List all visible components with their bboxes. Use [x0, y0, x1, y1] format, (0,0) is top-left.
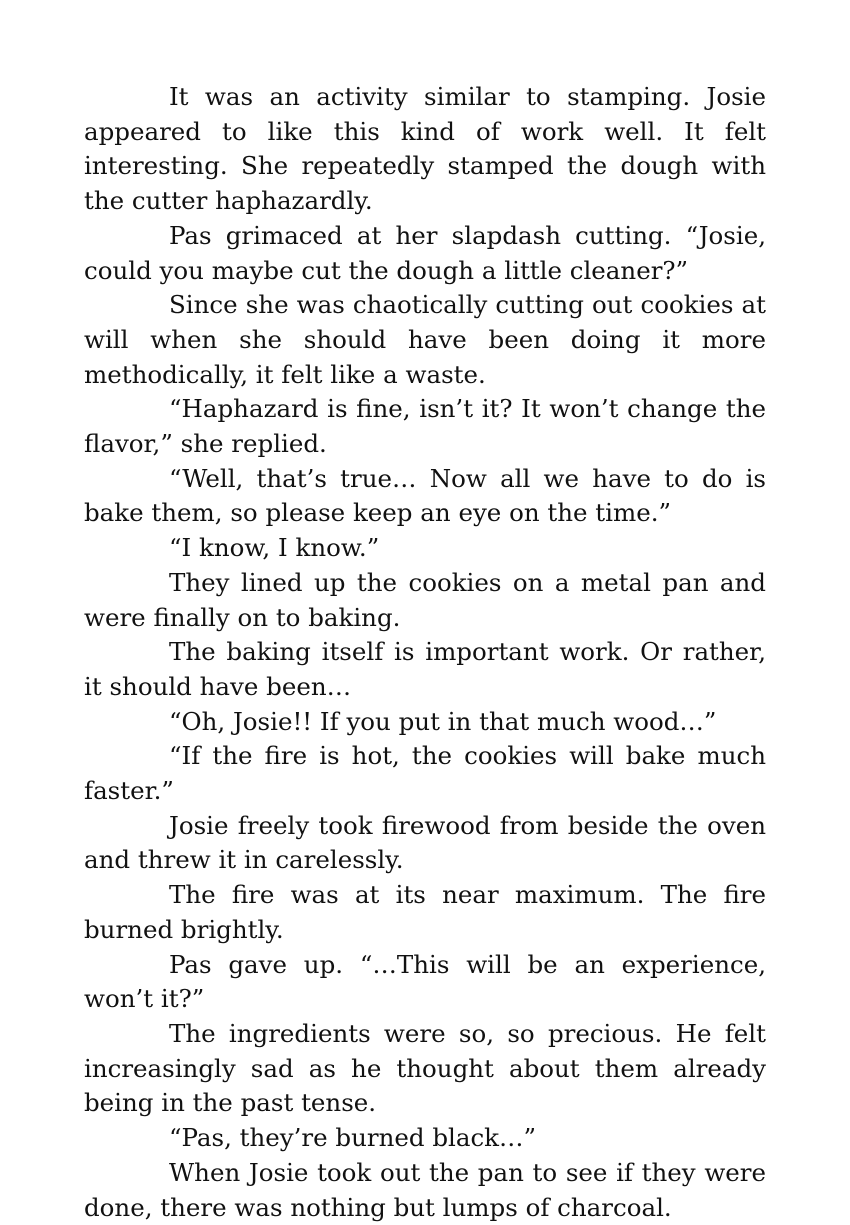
paragraph: The ingredients were so, so precious. He felt increasingly sad as he thought about them already being in the past tense.: [84, 1018, 766, 1118]
paragraph: Josie freely took firewood from beside the oven and threw it in carelessly.: [84, 810, 766, 875]
paragraph: Pas gave up. “…This will be an experience, won’t it?”: [84, 949, 766, 1014]
paragraph: “If the fire is hot, the cookies will bake much faster.”: [84, 741, 766, 806]
paragraph: They lined up the cookies on a metal pan and were finally on to baking.: [84, 567, 766, 632]
paragraph: The fire was at its near maximum. The fire burned brightly.: [84, 880, 766, 944]
paragraph: “Well, that’s true… Now all we have to do is bake them, so please keep an eye on the time.”: [84, 463, 766, 528]
paragraph: The baking itself is important work. Or rather, it should have been…: [84, 637, 766, 701]
paragraph: Since she was chaotically cutting out cookies at will when she should have been doing it more methodically, it felt like a waste.: [84, 290, 766, 389]
paragraph: When Josie took out the pan to see if they were done, there was nothing but lumps of charcoal.: [84, 1157, 766, 1222]
paragraph: Pas grimaced at her slapdash cutting. “Josie, could you maybe cut the dough a little cleaner?”: [84, 220, 766, 285]
paragraph: “Pas, they’re burned black…”: [169, 1123, 537, 1153]
paragraph: “Haphazard is fine, isn’t it? It won’t change the flavor,” she replied.: [84, 394, 766, 459]
paragraph: “Oh, Josie!! If you put in that much wood…”: [169, 706, 717, 736]
page-body: [84, 80, 766, 1225]
paragraph: “I know, I know.”: [169, 533, 380, 563]
paragraph: It was an activity similar to stamping. Josie appeared to like this kind of work well. It felt interesting. She repeatedly stamped the dough with the cutter haphazardly.: [84, 82, 766, 216]
